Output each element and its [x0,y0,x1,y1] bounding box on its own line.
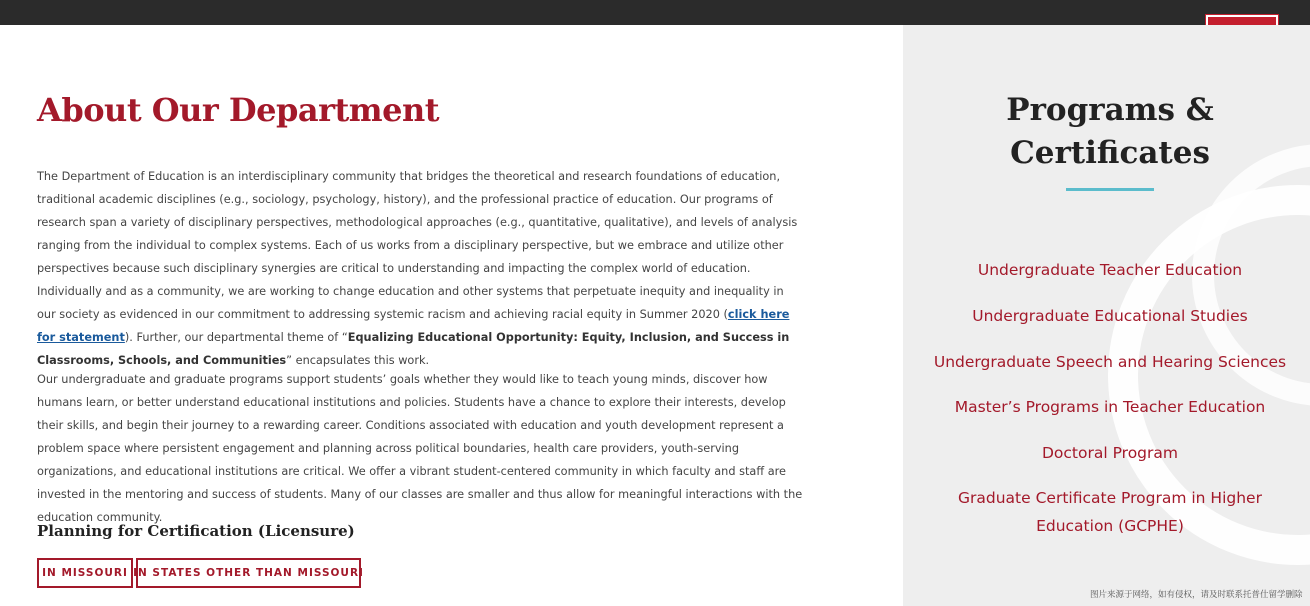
sidebar-title-line1: Programs & [1006,92,1214,128]
intro-text-2: ). Further, our departmental theme of “ [124,331,348,344]
program-link-undergrad-ed-studies[interactable]: Undergraduate Educational Studies [972,307,1248,325]
statement-link[interactable]: click here for statement [37,308,790,344]
program-link-gcphe[interactable]: Graduate Certificate Program in Higher Education (GCPHE) [958,489,1262,535]
in-missouri-button[interactable]: IN MISSOURI [37,558,133,588]
sidebar-title [903,89,1310,175]
sidebar-title-line2: Certificates [1010,135,1210,171]
programs-sidebar [903,25,1310,606]
title-divider [1066,188,1154,191]
program-link-speech-hearing[interactable]: Undergraduate Speech and Hearing Sciences [933,353,1287,371]
program-link-undergrad-teacher-ed[interactable]: Undergraduate Teacher Education [977,261,1243,279]
watermark-text: 图片来源于网络，如有侵权，请及时联系托普仕留学删除 [1090,590,1303,600]
intro-paragraph [37,165,803,372]
main-content [0,25,903,606]
top-bar [0,0,1310,25]
department-theme: Equalizing Educational Opportunity: Equity, Inclusion, and Success in Classrooms, Schools, and Communities [37,331,790,367]
program-link-doctoral[interactable]: Doctoral Program [1041,444,1178,462]
intro-text-1: The Department of Education is an interdisciplinary community that bridges the theoretical and research foundations of education, traditional academic disciplines (e.g., sociology, psychology, history), and the professional practice of education. Our programs of research span a variety of disciplinary perspectives, methodological approaches (e.g., quantitative, qualitative), and levels of analysis ranging from the individual to complex systems. Each of us works from a disciplinary perspective, but we embrace and utilize other perspectives because such disciplinary synergies are critical to understanding and impacting the complex world of education. Individually and as a community, we are working to change education and other systems that perpetuate inequity and inequality in our society as evidenced in our commitment to addressing systemic racism and achieving racial equity in Summer 2020 ( [37,170,798,321]
intro-text-3: ” encapsulates this work. [286,354,430,367]
program-link-masters-teacher-ed[interactable]: Master’s Programs in Teacher Education [954,398,1266,416]
page-title: About Our Department [37,91,439,129]
other-states-button[interactable]: IN STATES OTHER THAN MISSOURI [136,558,361,588]
certification-heading: Planning for Certification (Licensure) [37,522,355,540]
programs-paragraph: Our undergraduate and graduate programs support students’ goals whether they would like to teach young minds, discover how humans learn, or better understand educational institutions and policies. Students have a chance to explore their interests, develop their skills, and begin their journey to a rewarding career. Conditions associated with education and youth development represent a problem space where persistent engagement and planning across political boundaries, health care providers, youth-serving organizations, and educational institutions are critical. We offer a vibrant student-centered community in which faculty and staff are invested in the mentoring and success of students. Many of our classes are smaller and thus allow for meaningful interactions with the education community. [37,373,803,524]
